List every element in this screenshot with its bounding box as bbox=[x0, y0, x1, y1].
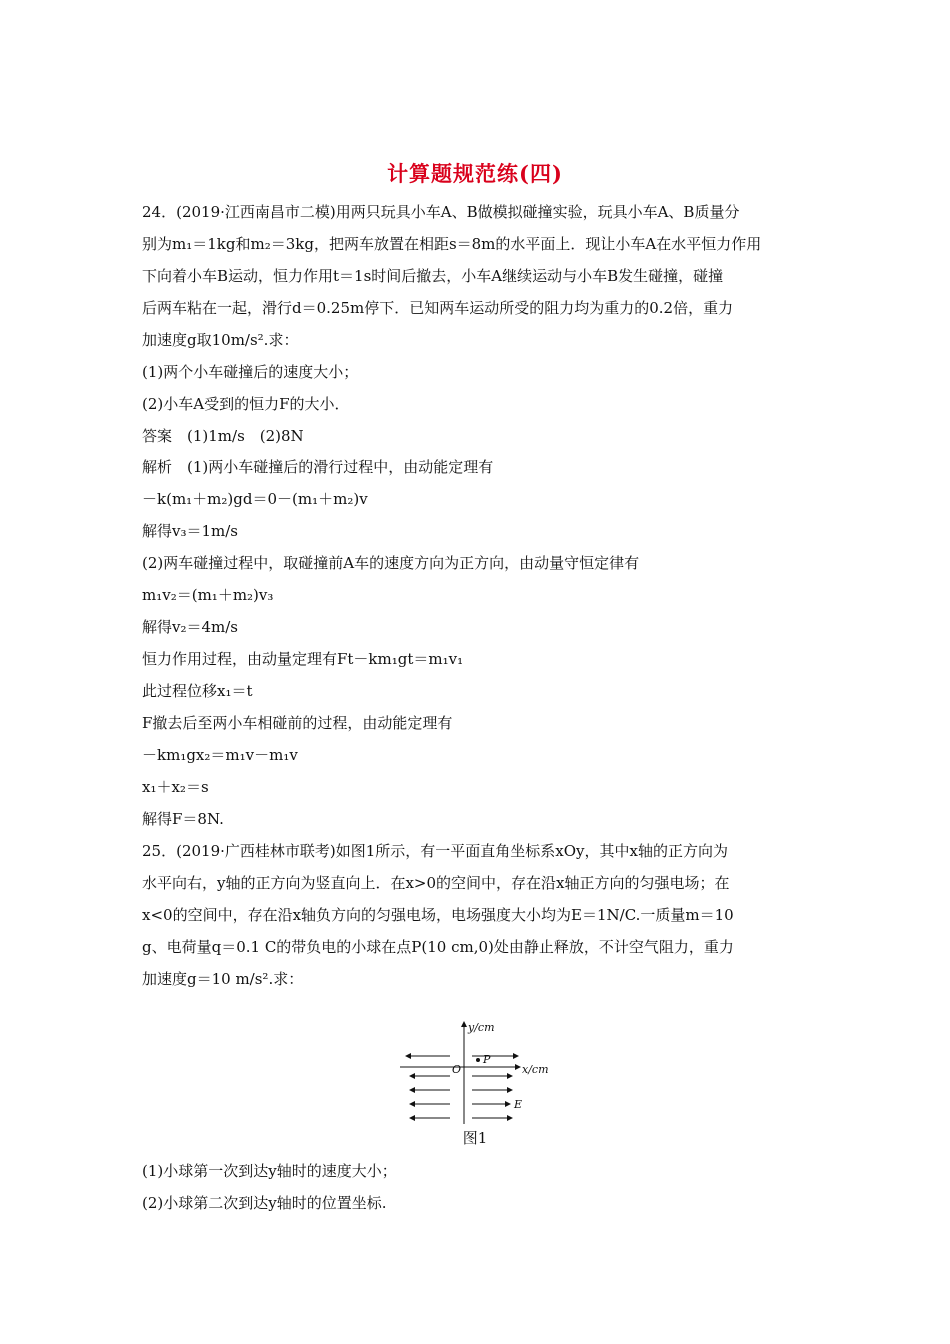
text-line: 解得v₂＝4m/s bbox=[142, 618, 239, 636]
text-line: －km₁gx₂＝m₁v－m₁v bbox=[142, 746, 298, 764]
point-p-label: P bbox=[483, 1053, 491, 1066]
text-line: 加速度g取10m/s².求： bbox=[142, 331, 299, 349]
figure-caption: 图1 bbox=[462, 1129, 488, 1147]
y-axis-label: y/cm bbox=[468, 1021, 495, 1034]
point-p-marker bbox=[476, 1058, 480, 1062]
text-line: m₁v₂＝(m₁＋m₂)v₃ bbox=[142, 586, 274, 604]
origin-label: O bbox=[452, 1063, 462, 1076]
text-line: 后两车粘在一起，滑行d＝0.25m停下．已知两车运动所受的阻力均为重力的0.2倍，重力 bbox=[142, 299, 734, 317]
text-line: (1)两个小车碰撞后的速度大小； bbox=[142, 363, 359, 381]
text-line: (2)小球第二次到达y轴时的位置坐标. bbox=[142, 1194, 387, 1212]
field-e-label: E bbox=[514, 1098, 523, 1111]
text-line: 解析 (1)两小车碰撞后的滑行过程中，由动能定理有 bbox=[142, 458, 494, 476]
text-line: (2)两车碰撞过程中，取碰撞前A车的速度方向为正方向，由动量守恒定律有 bbox=[142, 554, 640, 572]
text-line: 答案 (1)1m/s (2)8N bbox=[142, 427, 304, 445]
text-line: 水平向右，y轴的正方向为竖直向上．在x>0的空间中，存在沿x轴正方向的匀强电场；在 bbox=[142, 874, 730, 892]
text-line: 恒力作用过程，由动量定理有Ft－km₁gt＝m₁v₁ bbox=[142, 650, 464, 668]
text-line: (1)小球第一次到达y轴时的速度大小； bbox=[142, 1162, 397, 1180]
text-line: －k(m₁＋m₂)gd＝0－(m₁＋m₂)v bbox=[142, 490, 368, 508]
text-line: 解得v₃＝1m/s bbox=[142, 522, 239, 540]
text-line: 此过程位移x₁＝t bbox=[142, 682, 253, 700]
text-line: 解得F＝8N. bbox=[142, 810, 224, 828]
text-line: (2)小车A受到的恒力F的大小． bbox=[142, 395, 350, 413]
figure-1-diagram bbox=[398, 1020, 558, 1124]
text-line: x<0的空间中，存在沿x轴负方向的匀强电场，电场强度大小均为E＝1N/C.一质量m＝10 bbox=[142, 906, 734, 924]
text-line: 25．(2019·广西桂林市联考)如图1所示，有一平面直角坐标系xOy，其中x轴的正方向为 bbox=[142, 842, 728, 860]
text-line: 加速度g＝10 m/s².求： bbox=[142, 970, 304, 988]
text-line: F撤去后至两小车相碰前的过程，由动能定理有 bbox=[142, 714, 453, 732]
text-line: 24．(2019·江西南昌市二模)用两只玩具小车A、B做模拟碰撞实验，玩具小车A、B质量分 bbox=[142, 203, 740, 221]
text-line: g、电荷量q＝0.1 C的带负电的小球在点P(10 cm,0)处由静止释放，不计空气阻力，重力 bbox=[142, 938, 734, 956]
text-line: 下向着小车B运动，恒力作用t＝1s时间后撤去，小车A继续运动与小车B发生碰撞，碰撞 bbox=[142, 267, 724, 285]
text-line: x₁＋x₂＝s bbox=[142, 778, 209, 796]
page-title: 计算题规范练(四) bbox=[387, 161, 563, 186]
electric-field-diagram bbox=[398, 1020, 558, 1124]
x-axis-label: x/cm bbox=[522, 1063, 549, 1076]
text-line: 别为m₁＝1kg和m₂＝3kg，把两车放置在相距s＝8m的水平面上．现让小车A在水平恒力作用 bbox=[142, 235, 762, 253]
